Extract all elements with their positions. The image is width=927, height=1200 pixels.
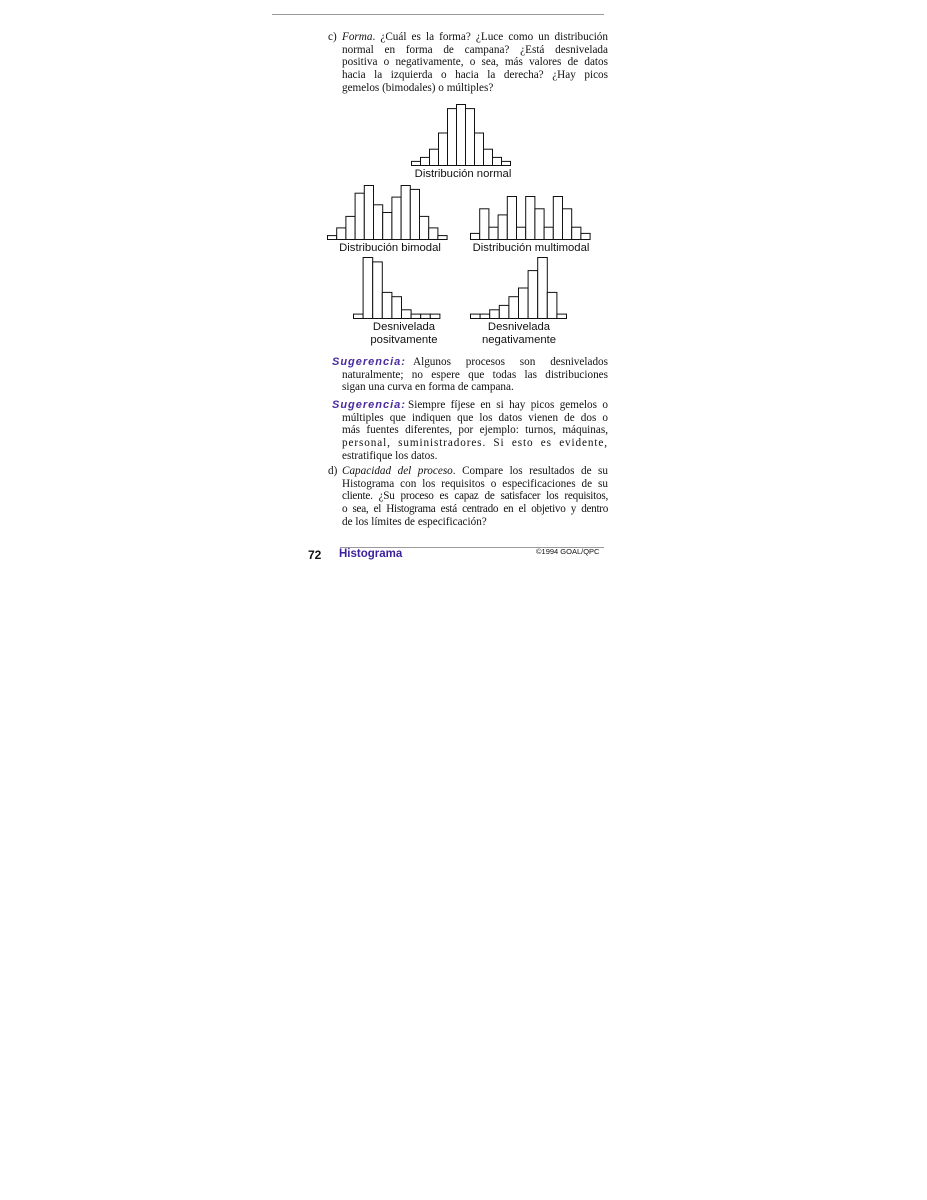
tip-2-line-1: Siempre fíjese en si hay picos gemelos o (408, 399, 608, 411)
positive_skew-bar-3 (373, 262, 383, 319)
negative_skew-bar-10 (557, 314, 567, 318)
bimodal-bar-1 (328, 236, 337, 240)
tip-2-line-4: personal, suministradores. Si esto es evidente, (342, 437, 608, 450)
tip-1-label: Sugerencia: (332, 356, 406, 368)
item-d-line-3: cliente. ¿Su proceso es capaz de satisfacer los requisitos, (342, 490, 608, 503)
normal-caption: Distribución normal (414, 168, 512, 180)
tip-1-line-3: sigan una curva en forma de campana. (342, 381, 514, 394)
bimodal-bar-3 (346, 216, 355, 239)
bimodal-bar-7 (383, 213, 392, 240)
positive_skew-bar-6 (402, 310, 412, 319)
bimodal-bar-2 (337, 228, 346, 240)
negative_skew-bar-5 (509, 297, 519, 319)
item-d-line-2: Histograma con los requisitos o especificaciones de su (342, 477, 608, 490)
bimodal-bar-5 (364, 186, 373, 240)
item-c-line-5: gemelos (bimodales) o múltiples? (342, 81, 494, 94)
bimodal-bar-6 (374, 205, 383, 240)
item-c-paragraph: Forma. ¿Cuál es la forma? ¿Luce como un distribución normal en forma de campana? ¿Está desnivelada positiva o negativamente, o sea, más valores de datos hacia la izquierda o hacia la derecha? ¿Hay picos gemelos (bimodales) o múltiples? (342, 31, 608, 94)
tip-2-line-5: estratifique los datos. (342, 449, 438, 462)
bimodal-bar-8 (392, 197, 401, 239)
item-c-marker: c) (328, 31, 337, 43)
positive_skew-bar-9 (430, 314, 440, 318)
negative_skew-bar-3 (490, 310, 500, 319)
item-d-paragraph: Capacidad del proceso. Compare los resultados de su Histograma con los requisitos o especificaciones de su cliente. ¿Su proceso es capaz de satisfacer los requisitos, o sea, el Histograma está centrado en el objetivo y dentro de los límites de especificación? (342, 465, 608, 528)
item-d-marker: d) (328, 465, 338, 477)
multimodal-bar-6 (517, 227, 526, 239)
multimodal-bar-8 (535, 209, 544, 240)
multimodal-bar-3 (489, 227, 498, 239)
bimodal-distribution-histogram (327, 183, 453, 240)
bimodal-caption: Distribución bimodal (339, 242, 441, 254)
item-c-line-2: normal en forma de campana? ¿Está desnivelada (342, 43, 608, 56)
positive_skew-bar-1 (354, 314, 364, 318)
normal-bar-9 (484, 149, 493, 165)
negative_skew-bar-1 (471, 314, 481, 318)
section-title: Histograma (339, 548, 403, 560)
tip-2-paragraph (342, 399, 608, 463)
positive_skew-bar-8 (421, 314, 431, 318)
bimodal-bar-13 (438, 236, 447, 240)
normal-bar-6 (457, 105, 466, 166)
multimodal-bar-4 (498, 215, 507, 240)
normal-bar-1 (412, 161, 421, 165)
item-d-term: Capacidad del proceso (342, 465, 453, 477)
normal-bar-8 (475, 133, 484, 166)
tip-1-line-1: Algunos procesos son desnivelados (413, 356, 608, 368)
multimodal-bar-2 (480, 209, 489, 240)
normal-bar-11 (502, 161, 511, 165)
item-c-line-1: ¿Cuál es la forma? ¿Luce como un distribución (380, 31, 608, 43)
negative_skew-bar-4 (499, 305, 509, 318)
tip-1-line-2: naturalmente; no espere que todas las distribuciones (342, 368, 608, 381)
item-c-term: Forma (342, 31, 373, 43)
top-rule (272, 14, 604, 15)
normal-bar-5 (448, 109, 457, 166)
multimodal-distribution-histogram (470, 196, 596, 240)
normal-bar-2 (421, 157, 430, 165)
normal-bar-7 (466, 109, 475, 166)
normal-distribution-histogram (411, 104, 511, 166)
item-d-line-4: o sea, el Histograma está centrado en el objetivo y dentro (342, 503, 608, 516)
negative_skew-bar-9 (547, 292, 557, 318)
item-c-line-4: hacia la izquierda o hacia la derecha? ¿Hay picos (342, 69, 608, 82)
positive-skew-caption: Desnivelada positvamente (370, 321, 438, 346)
bimodal-bar-9 (401, 186, 410, 240)
copyright-notice: ©1994 GOAL/QPC (536, 547, 600, 556)
tip-2-line-2: múltiples que indiquen que los datos vienen de dos o (342, 411, 608, 424)
negative_skew-bar-6 (519, 288, 529, 319)
positive_skew-bar-7 (411, 314, 421, 318)
bimodal-bar-4 (355, 193, 364, 239)
multimodal-bar-12 (572, 227, 581, 239)
normal-bar-3 (430, 149, 439, 165)
multimodal-bar-10 (553, 197, 562, 240)
tip-2-label: Sugerencia: (332, 399, 406, 411)
item-c-line-3: positiva o negativamente, o sea, más valores de datos (342, 56, 608, 69)
multimodal-bar-1 (471, 233, 480, 239)
positive_skew-bar-4 (382, 292, 392, 318)
positive_skew-bar-5 (392, 297, 402, 319)
bimodal-bar-10 (410, 189, 419, 239)
multimodal-bar-5 (507, 197, 516, 240)
bimodal-bar-11 (420, 216, 429, 239)
negative_skew-bar-7 (528, 271, 538, 319)
positive_skew-bar-2 (363, 258, 373, 319)
negative-skew-caption: Desnivelada negativamente (481, 321, 557, 346)
item-d-line-5: de los límites de especificación? (342, 515, 487, 528)
multimodal-bar-9 (544, 227, 553, 239)
page-number: 72 (308, 548, 322, 562)
tip-2-line-3: más fuentes diferentes, por ejemplo: turnos, máquinas, (342, 424, 608, 437)
negative-skew-histogram (470, 257, 568, 319)
normal-bar-4 (439, 133, 448, 166)
negative_skew-bar-8 (538, 258, 548, 319)
normal-bar-10 (493, 157, 502, 165)
negative_skew-bar-2 (480, 314, 490, 318)
multimodal-bar-7 (526, 197, 535, 240)
tip-1-paragraph (342, 356, 608, 394)
bimodal-bar-12 (429, 228, 438, 240)
multimodal-bar-13 (581, 233, 590, 239)
multimodal-bar-11 (563, 209, 572, 240)
positive-skew-histogram (353, 257, 453, 319)
multimodal-caption: Distribución multimodal (472, 242, 590, 254)
item-d-line-1: Compare los resultados de su (462, 465, 608, 477)
